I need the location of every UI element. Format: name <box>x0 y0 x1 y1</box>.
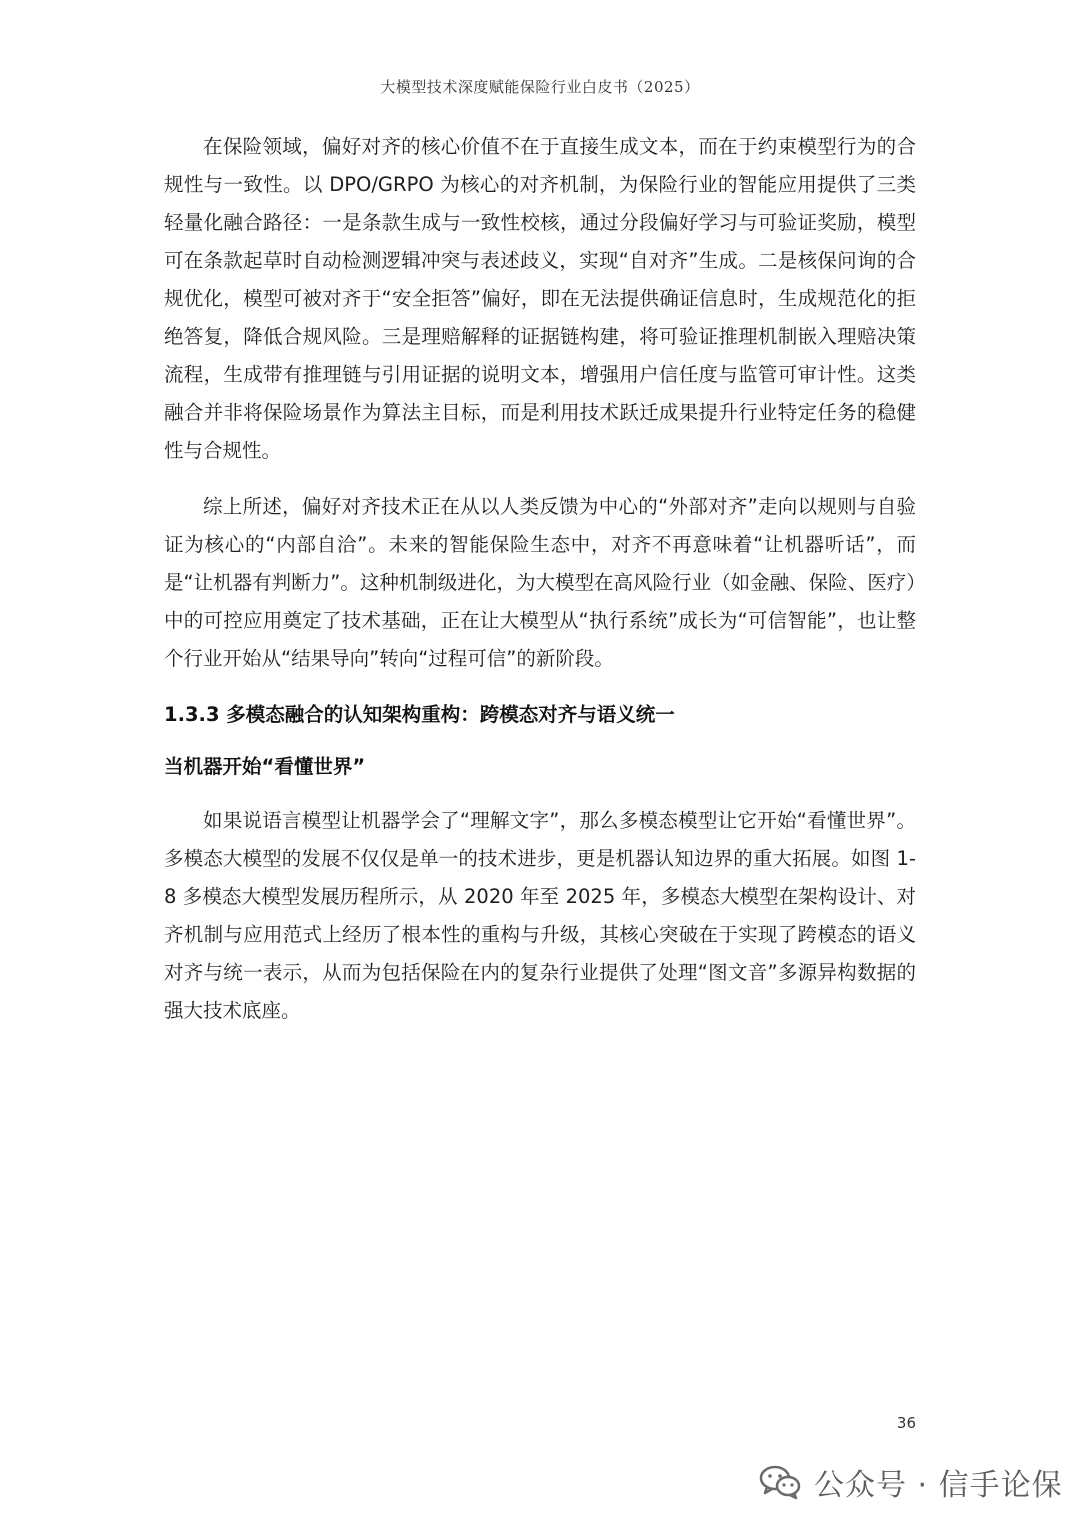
paragraph-summary: 综上所述，偏好对齐技术正在从以人类反馈为中心的“外部对齐”走向以规则与自验证为核心的“内部自洽”。未来的智能保险生态中，对齐不再意味着“让机器听话”，而是“让机器有判断力”。这种机制级进化，为大模型在高风险行业（如金融、保险、医疗）中的可控应用奠定了技术基础，正在让大模型从“执行系统”成长为“可信智能”，也让整个行业开始从“结果导向”转向“过程可信”的新阶段。 <box>164 495 916 670</box>
document-body <box>164 128 916 1048</box>
paragraph-multimodal: 如果说语言模型让机器学会了“理解文字”，那么多模态模型让它开始“看懂世界”。多模态大模型的发展不仅仅是单一的技术进步，更是机器认知边界的重大拓展。如图 1-8 多模态大模型发展历程所示，从 2020 年至 2025 年，多模态大模型在架构设计、对齐机制与应用范式上经历了根本性的重构与升级，其核心突破在于实现了跨模态的语义对齐与统一表示，从而为包括保险在内的复杂行业提供了处理“图文音”多源异构数据的强大技术底座。 <box>164 809 916 1022</box>
watermark <box>758 1452 1063 1512</box>
watermark-text: 公众号 · 信手论保 <box>814 1468 1063 1503</box>
section-heading: 1.3.3 多模态融合的认知架构重构：跨模态对齐与语义统一 <box>164 703 675 726</box>
running-header: 大模型技术深度赋能保险行业白皮书（2025） <box>380 78 700 96</box>
subsection-heading: 当机器开始“看懂世界” <box>164 755 366 778</box>
page-number: 36 <box>896 1414 916 1432</box>
wechat-icon <box>758 1464 802 1500</box>
paragraph-insurance-alignment: 在保险领域，偏好对齐的核心价值不在于直接生成文本，而在于约束模型行为的合规性与一致性。以 DPO/GRPO 为核心的对齐机制，为保险行业的智能应用提供了三类轻量化融合路径：一是条款生成与一致性校核，通过分段偏好学习与可验证奖励，模型可在条款起草时自动检测逻辑冲突与表述歧义，实现“自对齐”生成。二是核保问询的合规优化，模型可被对齐于“安全拒答”偏好，即在无法提供确证信息时，生成规范化的拒绝答复，降低合规风险。三是理赔解释的证据链构建，将可验证推理机制嵌入理赔决策流程，生成带有推理链与引用证据的说明文本，增强用户信任度与监管可审计性。这类融合并非将保险场景作为算法主目标，而是利用技术跃迁成果提升行业特定任务的稳健性与合规性。 <box>164 135 916 462</box>
